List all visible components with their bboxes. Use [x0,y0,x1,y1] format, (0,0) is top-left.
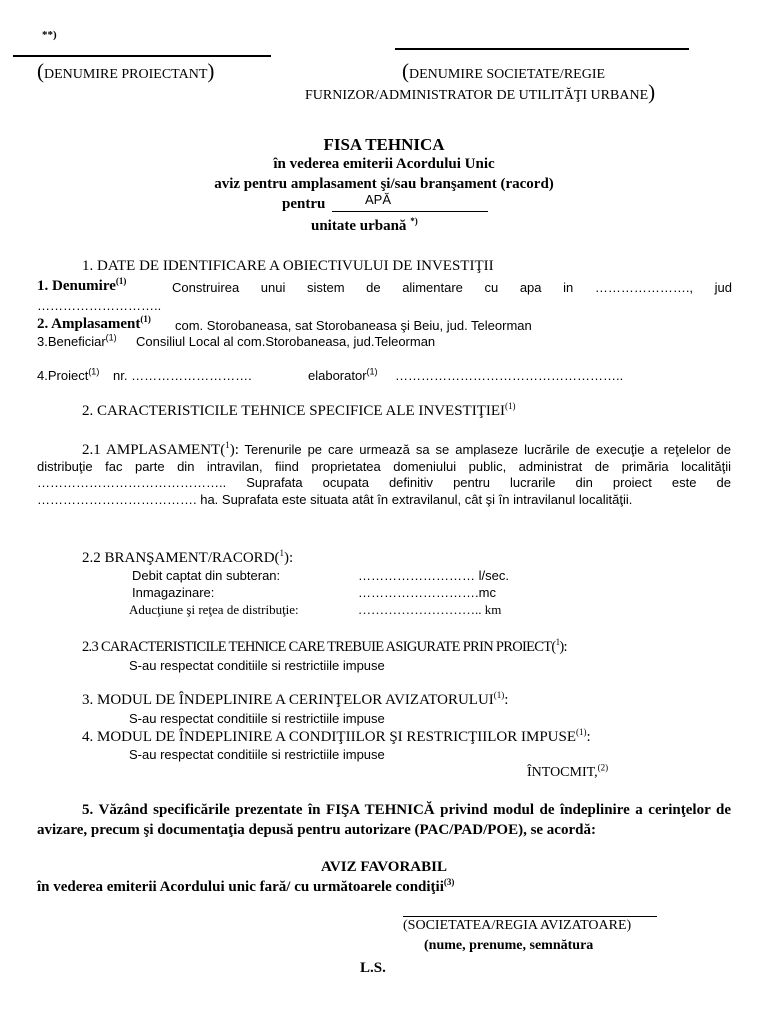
section-5-paragraph: 5. Văzând specificările prezentate în FIŞA TEHNICĂ privind modul de îndeplinire a cerinţelor de avizare, precum şi documentaţia depusă pentru autorizare (PAC/PAD/POE), se acordă: [37,802,731,838]
amplasament-paragraph [37,442,731,508]
avizatoare-signature-line [403,916,657,917]
caracteristici-heading: 2.3 CARACTERISTICILE TEHNICE CARE TREBUIE ASIGURATE PRIN PROIECT($^1$): [82,637,567,655]
section-3-text: S-au respectat conditiile si restrictiile impuse [129,711,385,726]
denumire-label: 1. Denumire$^{(1)}$ [37,276,127,294]
denumire-text-cont: ……………………….. [37,298,162,313]
unitate-urbana: unitate urbană *) [311,216,418,234]
section-2-heading: 2. CARACTERISTICILE TEHNICE SPECIFICE ALE INVESTIŢIEI$^{(1)}$ [82,401,516,419]
beneficiar-label: 3.Beneficiar$^{(1)}$ [37,332,117,349]
inmagazinare-label: Inmagazinare: [132,585,215,600]
section-3-heading: 3. MODUL DE ÎNDEPLINIRE A CERINŢELOR AVIZATORULUI$^{(1)}$: [82,690,509,708]
proiectant-signature-line [13,55,271,57]
elaborator-label: elaborator$^{(1)}$ [308,366,378,383]
caracteristici-text: S-au respectat conditiile si restrictiile impuse [129,658,385,673]
proiect-label: 4.Proiect$^{(1)}$ [37,366,100,383]
footnote-mark: **) [42,29,57,41]
conditii-line: în vederea emiterii Acordului unic fară/ cu următoarele condiţii$^{(3)}$ [37,877,455,895]
furnizor-label: FURNIZOR/ADMINISTRATOR DE UTILITĂŢI URBANE) [305,80,656,104]
bransament-heading: 2.2 BRANŞAMENT/RACORD($^1$): [82,548,294,566]
elaborator-text: …………………………………………….. [395,368,624,383]
section-4-text: S-au respectat conditiile si restrictiile impuse [129,747,385,762]
aductiune-label: Aducţiune şi reţea de distribuţie: [129,602,299,617]
societate-signature-line [395,48,689,50]
amplasament-label: 2. Amplasament$^{(1)}$ [37,314,151,332]
aductiune-value: ……………………….. km [358,602,502,617]
title-line-2: aviz pentru amplasament şi/sau branşament (racord) [214,176,554,192]
proiect-number: nr. ………………………. [113,368,252,383]
inmagazinare-value: ……………………….mc [358,585,496,600]
amplasament-2-1-label: 2.1 AMPLASAMENT($^1$): [82,440,239,458]
section-4-heading: 4. MODUL DE ÎNDEPLINIRE A CONDIŢIILOR ŞI RESTRICŢIILOR IMPUSE$^{(1)}$: [82,727,591,745]
pentru-underline [332,211,488,212]
amplasament-2-1-text: Terenurile pe care urmează sa se amplaseze lucrările de execuţie a reţelelor de distribuţie fac parte din intravilan, fiind proprietatea domeniului public, administrat de primăria localităţii …………………………………….. Suprafata ocupata definitiv pentru lucrarile din proiect este de ………………………………. ha. Suprafata este situata atât în extravilanul, cât şi în intravilanul localităţii. [37,442,731,507]
nume-prenume-label: (nume, prenume, semnătura [424,938,594,953]
debit-label: Debit captat din subteran: [132,568,281,583]
denumire-text: Construirea unui sistem de alimentare cu apa in …………………., jud [172,280,732,295]
title-line-1: în vederea emiterii Acordului Unic [273,156,495,172]
denumire-societate-label: (DENUMIRE SOCIETATE/REGIE [402,59,606,83]
amplasament-text: com. Storobaneasa, sat Storobaneasa şi Beiu, jud. Teleorman [175,318,532,333]
pentru-label: pentru [282,196,326,212]
intocmit-label: ÎNTOCMIT,$^{(2)}$ [527,762,609,780]
societatea-regia-label: (SOCIETATEA/REGIA AVIZATOARE) [403,918,632,933]
debit-value: ……………………… l/sec. [358,568,509,583]
denumire-proiectant-label: (DENUMIRE PROIECTANT) [37,59,215,83]
aviz-favorabil: AVIZ FAVORABIL [321,859,447,875]
beneficiar-text: Consiliul Local al com.Storobaneasa, jud.Teleorman [136,334,436,349]
pentru-value: APĂ [365,192,392,207]
ls-label: L.S. [360,960,386,976]
section-1-heading: 1. DATE DE IDENTIFICARE A OBIECTIVULUI DE INVESTIŢII [82,258,494,274]
page-title: FISA TEHNICA [323,135,445,154]
